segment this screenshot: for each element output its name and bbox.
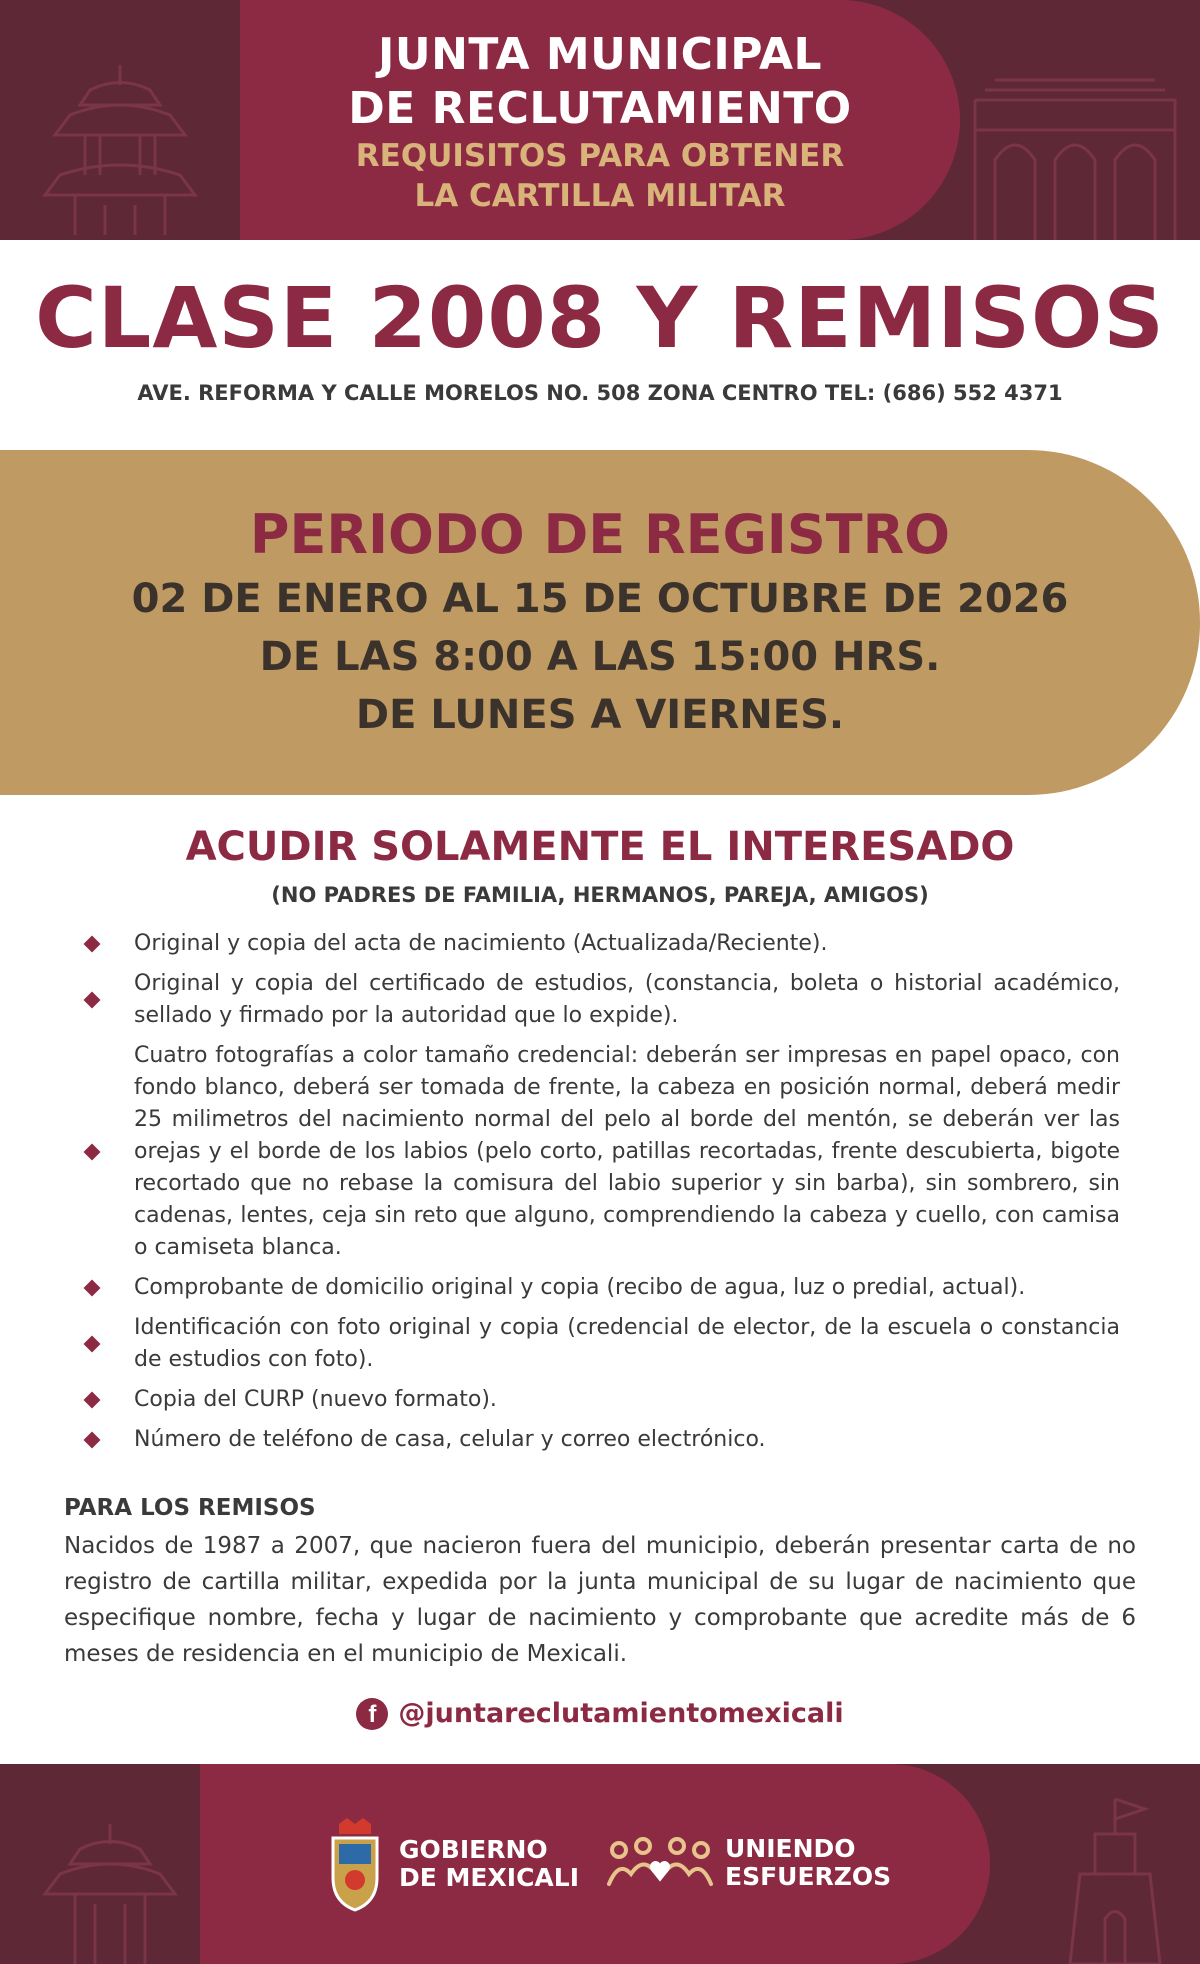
footer-banner xyxy=(0,1764,1200,1964)
attendance-note: (NO PADRES DE FAMILIA, HERMANOS, PAREJA, AMIGOS) xyxy=(271,883,929,907)
social-handle xyxy=(0,1694,1200,1734)
people-heart-icon xyxy=(605,1834,715,1892)
uniendo-text xyxy=(725,1835,891,1891)
gobierno-text xyxy=(399,1836,579,1892)
remisos-title: PARA LOS REMISOS xyxy=(64,1495,316,1521)
requirement-text: Número de teléfono de casa, celular y correo electrónico. xyxy=(134,1427,766,1452)
diamond-bullet-icon xyxy=(84,1336,101,1353)
header-subtitle-line1: REQUISITOS PARA OBTENER xyxy=(355,138,845,174)
address-line: AVE. REFORMA Y CALLE MORELOS NO. 508 ZONA CENTRO TEL: (686) 552 4371 xyxy=(137,381,1063,405)
pagoda-outline-icon xyxy=(30,1819,190,1964)
requirement-text: Original y copia del certificado de estudios, (constancia, boleta o historial académico, sellado y firmado por la autoridad que lo expide). xyxy=(134,971,1120,1028)
period-hours: DE LAS 8:00 A LAS 15:00 HRS. xyxy=(259,634,941,680)
header-title-line1: JUNTA MUNICIPAL xyxy=(377,29,823,80)
list-item xyxy=(80,968,1120,1032)
period-dates: 02 DE ENERO AL 15 DE OCTUBRE DE 2026 xyxy=(131,576,1069,622)
pagoda-outline-icon xyxy=(30,55,210,235)
period-text xyxy=(0,500,1200,744)
header-title-line2: DE RECLUTAMIENTO xyxy=(348,83,852,134)
remisos-text: Nacidos de 1987 a 2007, que nacieron fuera del municipio, deberán presentar carta de no registro de cartilla militar, expedida por la junta municipal de su lugar de nacimiento que especifique nombre, fecha y lugar de nacimiento y comprobante que acredite más de 6 meses de residencia en el municipio de Mexicali. xyxy=(64,1533,1136,1667)
uniendo-line2: ESFUERZOS xyxy=(725,1862,892,1891)
requirement-text: Comprobante de domicilio original y copia (recibo de agua, luz o predial, actual). xyxy=(134,1275,1026,1300)
diamond-bullet-icon xyxy=(84,992,101,1009)
requirement-text: Original y copia del acta de nacimiento (Actualizada/Reciente). xyxy=(134,931,828,956)
period-title: PERIODO DE REGISTRO xyxy=(249,503,951,566)
diamond-bullet-icon xyxy=(84,1280,101,1297)
gobierno-line2: DE MEXICALI xyxy=(399,1863,579,1892)
building-arches-icon xyxy=(965,70,1185,240)
diamond-bullet-icon xyxy=(84,936,101,953)
list-item xyxy=(80,1040,1120,1264)
requirement-text: Copia del CURP (nuevo formato). xyxy=(134,1387,497,1412)
list-item xyxy=(80,1272,1120,1304)
gobierno-mexicali-logo xyxy=(325,1816,579,1912)
facebook-link[interactable] xyxy=(356,1694,843,1734)
facebook-icon: f xyxy=(356,1698,388,1730)
list-item xyxy=(80,928,1120,960)
period-days: DE LUNES A VIERNES. xyxy=(355,692,845,738)
diamond-bullet-icon xyxy=(84,1432,101,1449)
uniendo-line1: UNIENDO xyxy=(725,1834,856,1863)
facebook-handle: @juntareclutamientomexicali xyxy=(398,1698,844,1729)
header-banner xyxy=(0,0,1200,240)
list-item xyxy=(80,1312,1120,1376)
city-crest-icon xyxy=(325,1816,385,1912)
header-subtitle-line2: LA CARTILLA MILITAR xyxy=(414,178,786,214)
main-title: CLASE 2008 Y REMISOS xyxy=(35,269,1165,367)
diamond-bullet-icon xyxy=(84,1392,101,1409)
diamond-bullet-icon xyxy=(84,1144,101,1161)
requirements-list xyxy=(80,928,1120,1464)
list-item xyxy=(80,1384,1120,1416)
attendance-title: ACUDIR SOLAMENTE EL INTERESADO xyxy=(185,824,1015,870)
uniendo-esfuerzos-logo xyxy=(605,1834,891,1892)
gobierno-line1: GOBIERNO xyxy=(399,1835,548,1864)
list-item xyxy=(80,1424,1120,1456)
requirement-text: Identificación con foto original y copia (credencial de elector, de la escuela o constancia de estudios con foto). xyxy=(134,1315,1120,1372)
tower-flag-icon xyxy=(1040,1794,1190,1964)
header-text xyxy=(240,28,960,216)
requirement-text: Cuatro fotografías a color tamaño credencial: deberán ser impresas en papel opaco, con fondo blanco, deberá ser tomada de frente, la cabeza en posición normal, deberá medir 25 milimetros del nacimiento normal del pelo al borde del mentón, se deberán ver las orejas y el borde de los labios (pelo corto, patillas recortadas, frente descubierta, bigote recortado que no rebase la comisura del labio superior y sin barba), sin sombrero, sin cadenas, lentes, ceja sin reto que alguno, comprendiendo la cabeza y cuello, con camisa o camiseta blanca. xyxy=(134,1043,1120,1260)
